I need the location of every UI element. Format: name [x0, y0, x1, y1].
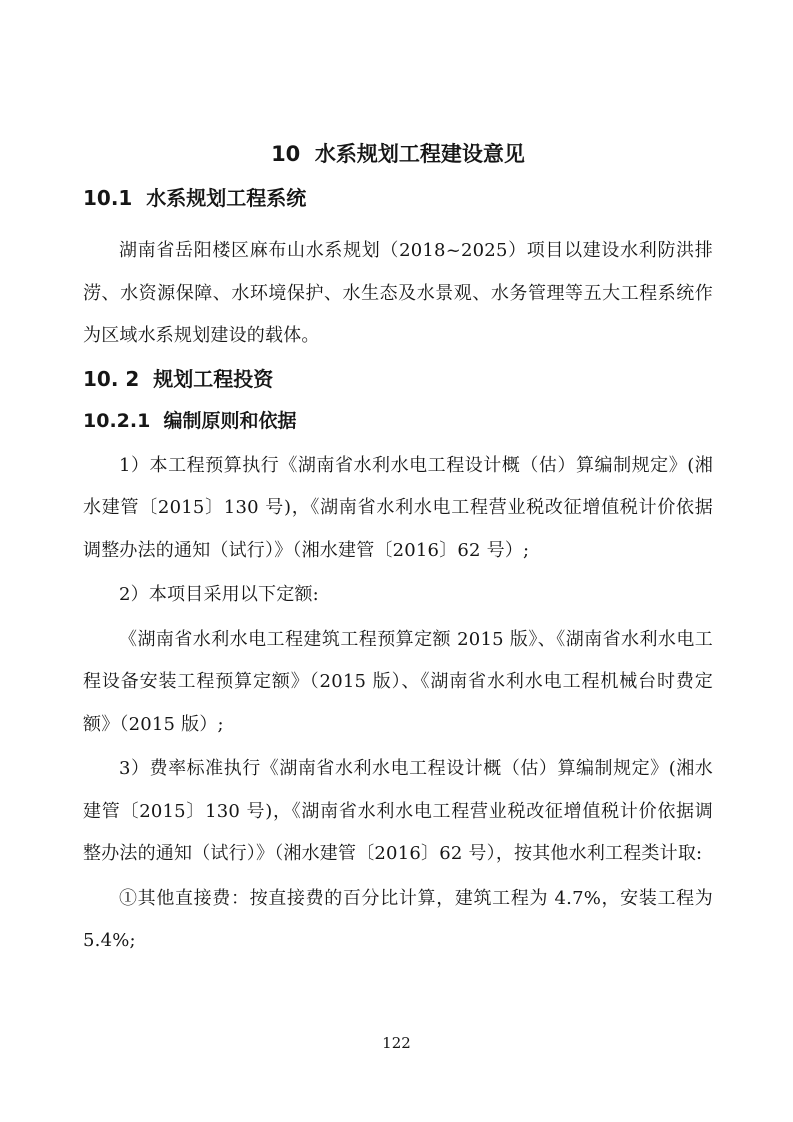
list-item-1-budget-regulation: 1）本工程预算执行《湖南省水利水电工程设计概（估）算编制规定》(湘水建管〔2015〕130 号)，《湖南省水利水电工程营业税改征增值税计价依据调整办法的通知（试行）》（湘水建管〔2016〕62 号）; — [83, 454, 713, 561]
section-heading-10-2: 10. 2 规划工程投资 — [83, 366, 274, 391]
paragraph-overview: 湖南省岳阳楼区麻布山水系规划（2018~2025）项目以建设水利防洪排涝、水资源保障、水环境保护、水生态及水景观、水务管理等五大工程系统作为区域水系规划建设的载体。 — [83, 240, 713, 346]
list-item-other-direct-fee: ①其他直接费：按直接费的百分比计算，建筑工程为 4.7%，安装工程为 5.4%; — [83, 887, 713, 951]
section-heading-10-1: 10.1 水系规划工程系统 — [83, 186, 307, 210]
list-item-2-quota-intro: 2）本项目采用以下定额: — [119, 584, 319, 605]
chapter-title: 10 水系规划工程建设意见 — [271, 142, 525, 166]
subsection-heading-10-2-1: 10.2.1 编制原则和依据 — [83, 410, 297, 432]
list-item-3-fee-rate-standard: 3）费率标准执行《湖南省水利水电工程设计概（估）算编制规定》(湘水建管〔2015〕130 号)，《湖南省水利水电工程营业税改征增值税计价依据调整办法的通知（试行）》（湘水建管〔2016〕62 号），按其他水利工程类计取: — [83, 758, 713, 864]
document-content — [83, 132, 713, 963]
page-number: 122 — [382, 1034, 411, 1052]
list-item-quota-titles: 《湖南省水利水电工程建筑工程预算定额 2015 版》、《湖南省水利水电工程设备安装工程预算定额》（2015 版）、《湖南省水利水电工程机械台时费定额》（2015 版）; — [83, 628, 713, 735]
